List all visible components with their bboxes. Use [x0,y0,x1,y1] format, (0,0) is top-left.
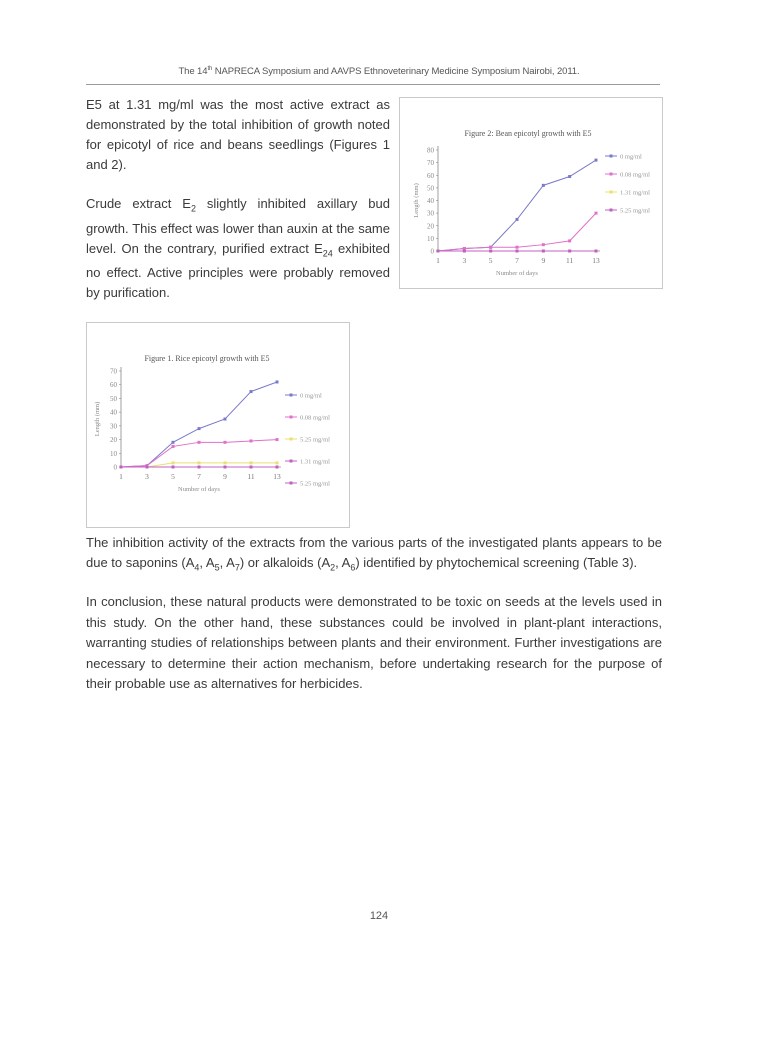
x-tick-label: 13 [273,472,281,481]
paragraph2-part-a: Crude extract E [86,196,191,211]
data-point [198,461,201,464]
data-point [250,461,253,464]
y-tick-label: 0 [113,463,117,472]
data-point [172,441,175,444]
paragraph2-part-c: exhibited no effect. Active principles were probably removed by purification. [86,240,390,301]
y-tick-label: 0 [430,247,434,256]
header-text-post: NAPRECA Symposium and AAVPS Ethnoveterinary Medicine Symposium Nairobi, 2011. [212,66,580,78]
data-point [516,246,519,249]
data-point [489,250,492,253]
paragraph-conclusion: In conclusion, these natural products were demonstrated to be toxic on seeds at the levels used in this study. On the other hand, these substances could be involved in plant-plant interactions, warranting studies of relationships between plants and their environment. Further investigations are necessary to determine their action mechanism, before undertaking research for the purpose of their probable use as alternatives for herbicides. [86,594,662,691]
legend-marker [610,209,613,212]
x-tick-label: 1 [436,256,440,265]
data-point [146,466,149,469]
x-tick-label: 11 [566,256,574,265]
legend-marker [290,460,293,463]
data-point [172,445,175,448]
data-point [198,466,201,469]
data-point [198,427,201,430]
legend-label: 5.25 mg/ml [620,207,650,215]
legend-marker [290,416,293,419]
x-tick-label: 1 [119,472,123,481]
p3-s3: 7 [234,562,240,573]
x-tick-label: 9 [223,472,227,481]
data-point [542,184,545,187]
y-axis-label: Length (mm) [94,401,101,437]
chart-title: Figure 2: Bean epicotyl growth with E5 [464,129,592,138]
data-point [198,441,201,444]
data-point [120,466,123,469]
x-axis-label: Number of days [496,270,538,277]
p3-t3: , A [219,555,235,570]
data-point [595,212,598,215]
page-number: 124 [369,910,389,922]
x-tick-label: 9 [541,256,546,265]
y-tick-label: 70 [427,159,434,168]
y-tick-label: 10 [110,449,117,458]
y-tick-label: 40 [110,408,117,417]
p3-s4: 2 [330,562,336,573]
p3-t2: , A [199,555,215,570]
p3-t5: , A [335,555,351,570]
data-point [568,250,571,253]
x-tick-label: 7 [515,256,519,265]
y-tick-label: 20 [427,222,434,231]
x-tick-label: 13 [592,256,600,265]
y-tick-label: 30 [110,422,117,431]
header-text-pre: The 14 [178,66,208,78]
data-point [437,250,440,253]
data-point [595,159,598,162]
data-point [250,390,253,393]
data-point [224,466,227,469]
data-point [276,466,279,469]
x-tick-label: 5 [171,472,175,481]
y-tick-label: 80 [427,146,434,155]
data-point [224,461,227,464]
legend-marker [290,394,293,397]
series-line [438,160,596,251]
legend-marker [610,173,613,176]
legend-label: 1.31 mg/ml [300,458,330,466]
figure-1-svg [87,323,349,527]
legend-label: 0 mg/ml [300,392,322,400]
x-tick-label: 11 [247,472,255,481]
x-axis-label: Number of days [178,486,220,493]
paragraph-crude-extract [86,194,390,303]
y-tick-label: 60 [427,171,434,180]
data-point [276,461,279,464]
p3-t1: The inhibition activity of the extracts from the various parts of the investigated plants appears to be due to saponins (A [86,535,662,570]
paragraph2-sub-a: 2 [190,203,196,214]
data-point [224,441,227,444]
data-point [542,243,545,246]
series-line [121,382,277,467]
legend-marker [610,191,613,194]
data-point [172,461,175,464]
data-point [568,239,571,242]
data-point [276,438,279,441]
y-tick-label: 50 [427,184,434,193]
legend-label: 0 mg/ml [620,153,642,161]
data-point [542,250,545,253]
header-superscript: th [207,66,213,72]
legend-marker [610,155,613,158]
data-point [568,175,571,178]
x-tick-label: 3 [145,472,149,481]
paragraph-inhibition-activity [86,533,662,578]
header-rule [86,84,660,85]
figure-1-rice-chart [86,322,350,528]
legend-label: 0.08 mg/ml [620,171,650,179]
paragraph-e5-activity: E5 at 1.31 mg/ml was the most active extract as demonstrated by the total inhibition of growth noted for epicotyl of rice and beans seedlings (Figures 1 and 2). [86,97,390,172]
chart-title: Figure 1. Rice epicotyl growth with E5 [144,354,270,363]
figure-2-bean-chart [399,97,663,289]
p3-s2: 5 [214,562,220,573]
data-point [276,380,279,383]
paragraph2-part-b: slightly inhibited axillary bud growth. This effect was lower than auxin at the same level. On the contrary, purified extract E [86,196,390,256]
data-point [172,466,175,469]
data-point [463,250,466,253]
data-point [250,466,253,469]
figure-2-svg [400,98,662,288]
p3-s1: 4 [194,562,200,573]
data-point [516,250,519,253]
data-point [516,218,519,221]
legend-marker [290,438,293,441]
legend-marker [290,482,293,485]
paragraph2-sub-b: 24 [322,248,333,259]
p3-t6: ) identified by phytochemical screening (Table 3). [355,555,638,570]
y-tick-label: 50 [110,394,117,403]
data-point [489,246,492,249]
p3-s5: 6 [350,562,356,573]
x-tick-label: 3 [462,256,467,265]
y-tick-label: 40 [427,197,434,205]
y-tick-label: 10 [427,234,434,243]
data-point [595,250,598,253]
legend-label: 5.25 mg/ml [300,480,330,488]
legend-label: 1.31 mg/ml [620,189,650,197]
data-point [250,439,253,442]
y-axis-label: Length (mm) [413,183,420,218]
legend-label: 5.25 mg/ml [300,436,330,444]
y-tick-label: 20 [110,436,117,445]
y-tick-label: 70 [110,367,117,376]
y-tick-label: 30 [427,209,434,218]
x-tick-label: 7 [197,472,201,481]
running-header [0,66,758,77]
data-point [224,418,227,421]
y-tick-label: 60 [110,381,117,390]
x-tick-label: 5 [488,256,493,265]
legend-label: 0.08 mg/ml [300,414,330,422]
p3-t4: ) or alkaloids (A [239,555,331,570]
